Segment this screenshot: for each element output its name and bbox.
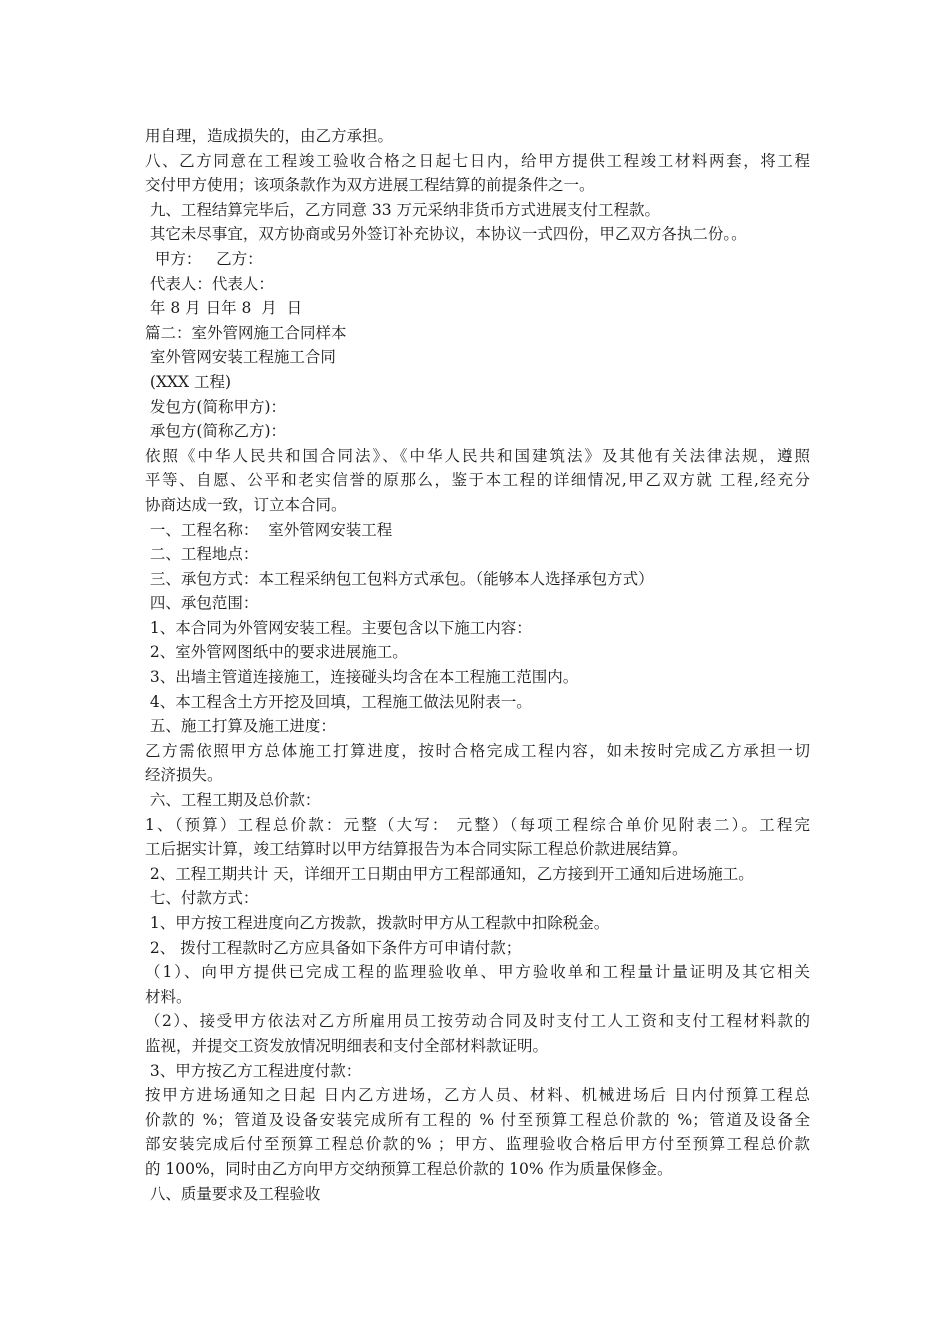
list-item: 3、出墙主管道连接施工，连接碰头均含在本工程施工范围内。 (145, 668, 579, 687)
list-item: 3、甲方按乙方工程进度付款： (145, 1061, 362, 1080)
signature-line: 代表人：代表人： (145, 274, 274, 293)
party-line: 承包方(简称乙方)： (145, 422, 287, 441)
list-item: （2）、接受甲方依法对乙方所雇用员工按劳动合同及时支付工人工资和支付工程材料款的 (145, 1012, 810, 1031)
text-line: 监视，并提交工资发放情况明细表和支付全部材料款证明。 (145, 1036, 549, 1055)
list-item: 1、本合同为外管网安装工程。主要包含以下施工内容： (145, 618, 532, 637)
clause-heading: 四、承包范围： (145, 594, 259, 613)
text-line: 按甲方进场通知之日起 日内乙方进场，乙方人员、材料、机械进场后 日内付预算工程总 (145, 1086, 810, 1105)
section-heading: 篇二：室外管网施工合同样本 (145, 323, 347, 342)
clause-heading: 六、工程工期及总价款： (145, 791, 321, 810)
text-line: 协商达成一致，订立本合同。 (145, 495, 347, 514)
text-line: 依照《中华人民共和国合同法》、《中华人民共和国建筑法》及其他有关法律法规，遵照 (145, 446, 810, 465)
list-item: （1）、向甲方提供已完成工程的监理验收单、甲方验收单和工程量计量证明及其它相关 (145, 963, 810, 982)
clause-heading: 五、施工打算及施工进度： (145, 717, 336, 736)
text-line: 平等、自愿、公平和老实信誉的原那么，鉴于本工程的详细情况,甲乙双方就 工程,经充分 (145, 471, 810, 490)
text-line: 经济损失。 (145, 766, 223, 785)
text-line: 八、乙方同意在工程竣工验收合格之日起七日内，给甲方提供工程竣工材料两套，将工程 (145, 151, 810, 170)
text-line: 九、工程结算完毕后，乙方同意 33 万元采纳非货币方式进展支付工程款。 (145, 200, 661, 219)
list-item: 2、室外管网图纸中的要求进展施工。 (145, 643, 408, 662)
list-item: 1、（预算）工程总价款：元整（大写： 元整）（每项工程综合单价见附表二）。工程完 (145, 815, 810, 834)
clause-heading: 七、付款方式： (145, 889, 259, 908)
contract-title: 室外管网安装工程施工合同 (145, 348, 336, 367)
project-name: (XXX 工程) (145, 372, 232, 391)
list-item: 1、甲方按工程进度向乙方拨款，拨款时甲方从工程款中扣除税金。 (145, 914, 610, 932)
clause-heading: 二、工程地点： (145, 545, 259, 564)
list-item: 2、 拨付工程款时乙方应具备如下条件方可申请付款； (145, 938, 522, 957)
signature-line: 甲方： 乙方： (145, 249, 263, 268)
text-line: 交付甲方使用；该项条款作为双方进展工程结算的前提条件之一。 (145, 176, 595, 195)
party-line: 发包方(简称甲方)： (145, 397, 287, 416)
clause-heading: 八、质量要求及工程验收 (145, 1184, 321, 1203)
list-item: 4、本工程含土方开挖及回填，工程施工做法见附表一。 (145, 692, 532, 711)
text-line: 材料。 (145, 987, 192, 1006)
text-line: 价款的 %；管道及设备安装完成所有工程的 % 付至预算工程总价款的 %；管道及设备全 (145, 1110, 810, 1129)
text-line: 工后据实计算，竣工结算时以甲方结算报告为本合同实际工程总价款进展结算。 (145, 840, 688, 859)
clause-heading: 三、承包方式：本工程采纳包工包料方式承包。（能够本人选择承包方式） (145, 569, 654, 588)
date-line: 年 8 月 日年 8 月 日 (145, 299, 303, 318)
text-line: 部安装完成后付至预算工程总价款的% ；甲方、监理验收合格后甲方付至预算工程总价款 (145, 1135, 810, 1154)
list-item: 2、工程工期共计 天，详细开工日期由甲方工程部通知，乙方接到开工通知后进场施工。 (145, 864, 754, 883)
document-body (145, 124, 810, 1206)
text-line: 用自理，造成损失的，由乙方承担。 (145, 127, 394, 145)
clause-heading: 一、工程名称： 室外管网安装工程 (145, 520, 393, 539)
text-line: 其它未尽事宜，双方协商或另外签订补充协议，本协议一式四份，甲乙双方各执二份。。 (145, 225, 747, 244)
text-line: 的 100%，同时由乙方向甲方交纳预算工程总价款的 10% 作为质量保修金。 (145, 1159, 673, 1178)
text-line: 乙方需依照甲方总体施工打算进度，按时合格完成工程内容，如未按时完成乙方承担一切 (145, 741, 810, 760)
